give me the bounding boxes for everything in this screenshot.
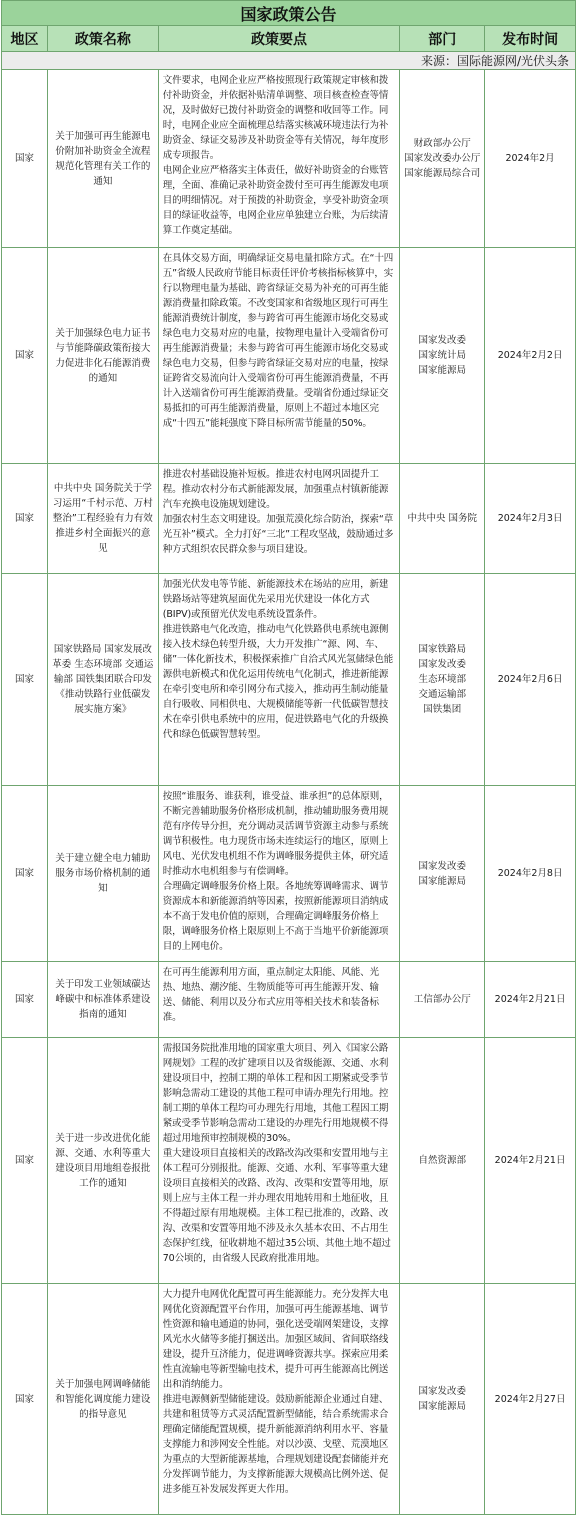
header-row bbox=[1, 26, 576, 52]
region-cell: 国家 bbox=[2, 574, 48, 786]
table-row bbox=[1, 962, 576, 1038]
header-department: 部门 bbox=[400, 26, 485, 52]
policy-name-cell: 关于加强电网调峰储能和智能化调度能力建设的指导意见 bbox=[48, 1284, 159, 1515]
policy-name-cell: 关于加强绿色电力证书与节能降碳政策衔接大力促进非化石能源消费的通知 bbox=[48, 248, 159, 464]
policy-points-cell: 按照“谁服务、谁获利，谁受益、谁承担”的总体原则，不断完善辅助服务价格形成机制，推动辅助服务费用规范有序传导分担，充分调动灵活调节资源主动参与系统调节积极性。电力现货市场未连续运行的地区，原则上风电、光伏发电机组不作为调峰服务提供主体，研究适时推动水电机组参与有偿调峰。 合理确定调峰服务价格上限。各地统筹调峰需求、调节资源成本和新能源消纳等因素，按照新能源项目消纳成本不高于发电价值的原则，合理确定调峰服务价格上限，调峰服务价格上限原则上不高于当地平价新能源项目的上网电价。 bbox=[159, 786, 401, 962]
department-cell: 自然资源部 bbox=[400, 1038, 485, 1284]
release-date-cell: 2024年2月2日 bbox=[485, 248, 576, 464]
header-region: 地区 bbox=[2, 26, 48, 52]
table-row bbox=[1, 1284, 576, 1515]
source-note: 来源：国际能源网/光伏头条 bbox=[1, 52, 576, 70]
policy-name-cell: 国家铁路局 国家发展改革委 生态环境部 交通运输部 国铁集团联合印发《推动铁路行业低碳发展实施方案》 bbox=[48, 574, 159, 786]
table-row bbox=[1, 1038, 576, 1284]
region-cell: 国家 bbox=[2, 1038, 48, 1284]
header-policy-name: 政策名称 bbox=[48, 26, 159, 52]
table-row bbox=[1, 248, 576, 464]
release-date-cell: 2024年2月6日 bbox=[485, 574, 576, 786]
department-cell: 国家铁路局 国家发改委 生态环境部 交通运输部 国铁集团 bbox=[400, 574, 485, 786]
release-date-cell: 2024年2月 bbox=[485, 70, 576, 248]
policy-points-cell: 文件要求，电网企业应严格按照现行政策规定审核和拨付补助资金，并依据补贴清单调整、项目核查检查等情况，及时做好已拨付补助资金的调整和收回等工作。同时，电网企业应全面梳理总结落实核减环境违法行为补助资金、绿证交易涉及补助资金等有关情况，每年度形成专项报告。 电网企业应严格落实主体责任，做好补助资金的台账管理，全面、准确记录补助资金拨付至可再生能源发电项目的明细情况。对于预拨的补助资金，享受补助资金项目的绿证收益等，电网企业应单独建立台账，为后续清算工作奠定基础。 bbox=[159, 70, 401, 248]
region-cell: 国家 bbox=[2, 1284, 48, 1515]
policy-points-cell: 在可再生能源利用方面，重点制定太阳能、风能、光热、地热、潮汐能、生物质能等可再生能源开发、输送、储能、利用以及分布式应用等相关技术和装备标准。 bbox=[159, 962, 401, 1038]
region-cell: 国家 bbox=[2, 786, 48, 962]
table-row bbox=[1, 70, 576, 248]
release-date-cell: 2024年2月21日 bbox=[485, 1038, 576, 1284]
release-date-cell: 2024年2月21日 bbox=[485, 962, 576, 1038]
table-row bbox=[1, 464, 576, 574]
policy-name-cell: 关于印发工业领域碳达峰碳中和标准体系建设指南的通知 bbox=[48, 962, 159, 1038]
department-cell: 国家发改委 国家能源局 bbox=[400, 786, 485, 962]
table-body bbox=[1, 70, 576, 1515]
policy-points-cell: 在具体交易方面，明确绿证交易电量扣除方式。在“十四五”省级人民政府节能目标责任评价考核指标核算中，实行以物理电量为基础、跨省绿证交易为补充的可再生能源消费量扣除政策。不改变国家和省级地区现行可再生能源消费统计制度，参与跨省可再生能源市场化交易或绿色电力交易对应的电量，按物理电量计入受端省份可再生能源消费量；未参与跨省可再生能源市场化交易或绿色电力交易，但参与跨省绿证交易对应的电量，按绿证跨省交易流向计入受端省份可再生能源消费量，不再计入送端省份可再生能源消费量。受端省份通过绿证交易抵扣的可再生能源消费量，原则上不超过本地区完成“十四五”能耗强度下降目标所需节能量的50%。 bbox=[159, 248, 401, 464]
department-cell: 国家发改委 国家能源局 bbox=[400, 1284, 485, 1515]
department-cell: 财政部办公厅 国家发改委办公厅 国家能源局综合司 bbox=[400, 70, 485, 248]
policy-points-cell: 推进农村基础设施补短板。推进农村电网巩固提升工程。推动农村分布式新能源发展，加强重点村镇新能源汽车充换电设施规划建设。 加强农村生态文明建设。加强荒漠化综合防治，探索“草光互补”模式。全力打好“三北”工程攻坚战，鼓励通过多种方式组织农民群众参与项目建设。 bbox=[159, 464, 401, 574]
region-cell: 国家 bbox=[2, 70, 48, 248]
policy-table bbox=[1, 0, 576, 1515]
region-cell: 国家 bbox=[2, 248, 48, 464]
region-cell: 国家 bbox=[2, 464, 48, 574]
policy-name-cell: 中共中央 国务院关于学习运用“千村示范、万村整治”工程经验有力有效推进乡村全面振兴的意见 bbox=[48, 464, 159, 574]
release-date-cell: 2024年2月3日 bbox=[485, 464, 576, 574]
header-release-date: 发布时间 bbox=[485, 26, 576, 52]
table-row bbox=[1, 786, 576, 962]
policy-name-cell: 关于建立健全电力辅助服务市场价格机制的通知 bbox=[48, 786, 159, 962]
policy-name-cell: 关于进一步改进优化能源、交通、水利等重大建设项目用地组卷报批工作的通知 bbox=[48, 1038, 159, 1284]
department-cell: 国家发改委 国家统计局 国家能源局 bbox=[400, 248, 485, 464]
release-date-cell: 2024年2月27日 bbox=[485, 1284, 576, 1515]
policy-points-cell: 大力提升电网优化配置可再生能源能力。充分发挥大电网优化资源配置平台作用，加强可再生能源基地、调节性资源和输电通道的协同，强化送受端网架建设，支撑风光水火储等多能打捆送出。加强区域间、省间联络线建设，提升互济能力，促进调峰资源共享。探索应用柔性直流输电等新型输电技术，提升可再生能源高比例送出和消纳能力。 推进电源侧新型储能建设。鼓励新能源企业通过自建、共建和租赁等方式灵活配置新型储能，结合系统需求合理确定储能配置规模，提升新能源消纳利用水平、容量支撑能力和涉网安全性能。对以沙漠、戈壁、荒漠地区为重点的大型新能源基地，合理规划建设配套储能并充分发挥调节能力，为支撑新能源大规模高比例外送、促进多能互补发展发挥更大作用。 bbox=[159, 1284, 401, 1515]
table-row bbox=[1, 574, 576, 786]
table-title: 国家政策公告 bbox=[1, 0, 576, 26]
policy-points-cell: 加强光伏发电等节能、新能源技术在场站的应用，新建铁路场站等建筑屋面优先采用光伏建设一体化方式(BIPV)或预留光伏发电系统设置条件。 推进铁路电气化改造，推动电气化铁路供电系统电源侧接入技术绿色转型升级，大力开发推广“源、网、车、储”一体化新技术，积极探索推广自洽式风光氢储绿色能源供电新模式和优化运用传统电气化制式，推进新能源在牵引变电所和牵引网分布式接入，推动再生制动能量自行吸收、同相供电、大规模储能等新一代低碳智慧技术在牵引供电系统中的应用，促进铁路电气化的升级换代和绿色低碳智慧转型。 bbox=[159, 574, 401, 786]
policy-name-cell: 关于加强可再生能源电价附加补助资金全流程规范化管理有关工作的通知 bbox=[48, 70, 159, 248]
region-cell: 国家 bbox=[2, 962, 48, 1038]
policy-points-cell: 需报国务院批准用地的国家重大项目、列入《国家公路网规划》工程的改扩建项目以及省级能源、交通、水利建设项目中，控制工期的单体工程和因工期紧或受季节影响急需动工建设的其他工程可申请办理先行用地。控制工期的单体工程均可办理先行用地，其他工程因工期紧或受季节影响急需动工建设的办理先行用地规模不得超过用地预审控制规模的30%。 重大建设项目直接相关的改路改沟改渠和安置用地与主体工程可分别报批。能源、交通、水利、军事等重大建设项目直接相关的改路、改沟、改渠和安置等用地，原则上应与主体工程一并办理农用地转用和土地征收，且不得超过原有用地规模。主体工程已批准的，改路、改沟、改渠和安置等用地不涉及永久基本农田、不占用生态保护红线，征收耕地不超过35公顷、其他土地不超过70公顷的，由省级人民政府批准用地。 bbox=[159, 1038, 401, 1284]
header-policy-points: 政策要点 bbox=[159, 26, 401, 52]
department-cell: 工信部办公厅 bbox=[400, 962, 485, 1038]
release-date-cell: 2024年2月8日 bbox=[485, 786, 576, 962]
department-cell: 中共中央 国务院 bbox=[400, 464, 485, 574]
